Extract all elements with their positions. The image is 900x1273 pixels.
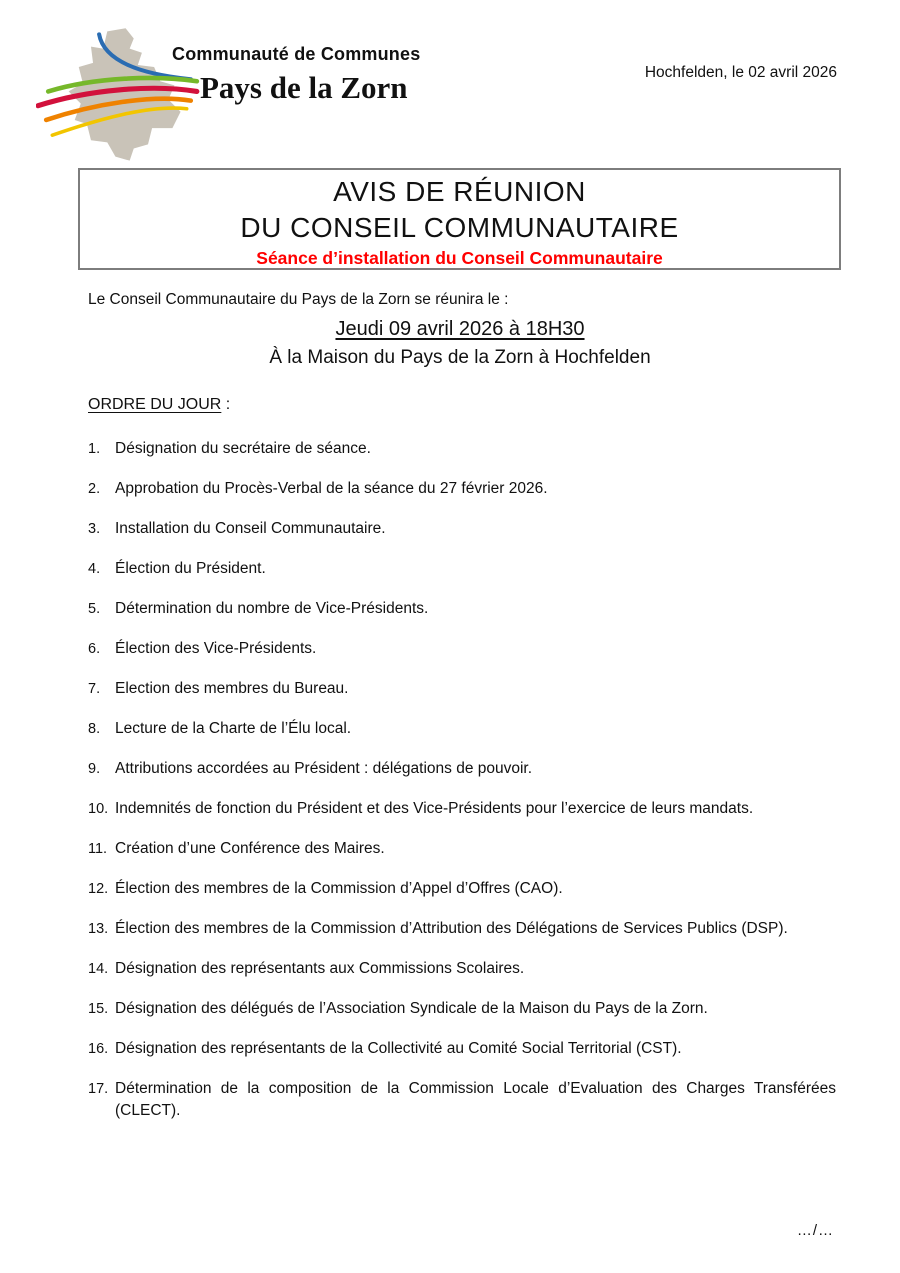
agenda-list — [88, 438, 836, 1140]
agenda-item-number: 12. — [88, 881, 109, 897]
meeting-location: À la Maison du Pays de la Zorn à Hochfelden — [269, 347, 651, 368]
agenda-item-number: 13. — [88, 921, 109, 937]
agenda-item-text: Election des membres du Bureau. — [115, 680, 349, 697]
agenda-item-text: Désignation des délégués de l’Association Syndicale de la Maison du Pays de la Zorn. — [115, 1000, 708, 1017]
agenda-item — [88, 958, 836, 980]
agenda-heading-suffix: : — [221, 396, 231, 413]
agenda-item-text: Attributions accordées au Président : délégations de pouvoir. — [115, 760, 533, 777]
agenda-item-number: 11. — [88, 841, 108, 857]
agenda-item — [88, 558, 836, 580]
notice-title-line2: DU CONSEIL COMMUNAUTAIRE — [240, 212, 679, 243]
agenda-item — [88, 998, 836, 1020]
agenda-item-text: Indemnités de fonction du Président et des Vice-Présidents pour l’exercice de leurs mandats. — [115, 800, 754, 817]
meeting-datetime: Jeudi 09 avril 2026 à 18H30 — [335, 318, 585, 340]
agenda-item-text: Élection des Vice-Présidents. — [115, 640, 317, 657]
agenda-item — [88, 518, 836, 540]
agenda-item-text: Création d’une Conférence des Maires. — [115, 840, 385, 857]
agenda-item-number: 3. — [88, 521, 101, 537]
agenda-item-number: 1. — [88, 441, 101, 457]
agenda-item-text: Approbation du Procès-Verbal de la séance du 27 février 2026. — [115, 480, 548, 497]
meeting-block — [76, 318, 844, 369]
agenda-item — [88, 678, 836, 700]
agenda-item-text: Élection des membres de la Commission d’Attribution des Délégations de Services Publics (DSP). — [115, 920, 788, 937]
agenda-item-number: 9. — [88, 761, 101, 777]
notice-box — [78, 168, 841, 270]
agenda-item — [88, 438, 836, 460]
agenda-item-text: Élection du Président. — [115, 560, 266, 577]
agenda-heading-text: ORDRE DU JOUR — [88, 396, 222, 413]
agenda-item — [88, 1078, 836, 1122]
intro-sentence: Le Conseil Communautaire du Pays de la Zorn se réunira le : — [88, 291, 509, 308]
org-name-line2: Pays de la Zorn — [200, 70, 408, 105]
agenda-item-number: 10. — [88, 801, 109, 817]
agenda-item — [88, 918, 836, 940]
agenda-item-text: Désignation des représentants aux Commissions Scolaires. — [115, 960, 525, 977]
agenda-item — [88, 1038, 836, 1060]
agenda-item-number: 16. — [88, 1041, 109, 1057]
notice-title-line1: AVIS DE RÉUNION — [333, 176, 586, 207]
agenda-item-text: Désignation du secrétaire de séance. — [115, 440, 371, 457]
notice-subtitle: Séance d’installation du Conseil Communautaire — [256, 248, 663, 268]
agenda-item — [88, 798, 836, 820]
agenda-item-number: 8. — [88, 721, 101, 737]
agenda-item — [88, 598, 836, 620]
agenda-item-number: 7. — [88, 681, 101, 697]
agenda-item-number: 17. — [88, 1081, 109, 1097]
agenda-item-text: Désignation des représentants de la Collectivité au Comité Social Territorial (CST). — [115, 1040, 682, 1057]
page-continuation-mark: …/… — [796, 1222, 834, 1239]
agenda-item — [88, 638, 836, 660]
agenda-item-number: 2. — [88, 481, 101, 497]
org-name-line1: Communauté de Communes — [172, 44, 421, 64]
agenda-item-number: 4. — [88, 561, 101, 577]
agenda-item — [88, 758, 836, 780]
agenda-item — [88, 718, 836, 740]
agenda-item — [88, 878, 836, 900]
agenda-item-number: 15. — [88, 1001, 109, 1017]
agenda-item-text: Détermination du nombre de Vice-Présidents. — [115, 600, 429, 617]
agenda-item-number: 14. — [88, 961, 109, 977]
agenda-heading — [88, 396, 230, 414]
agenda-item-text: Élection des membres de la Commission d’Appel d’Offres (CAO). — [115, 880, 563, 897]
place-and-date-line: Hochfelden, le 02 avril 2026 — [644, 64, 837, 81]
agenda-item-number: 5. — [88, 601, 101, 617]
agenda-item-text: Lecture de la Charte de l’Élu local. — [115, 720, 352, 737]
agenda-item — [88, 838, 836, 860]
agenda-item-text: Installation du Conseil Communautaire. — [115, 520, 386, 537]
agenda-item — [88, 478, 836, 500]
agenda-item-number: 6. — [88, 641, 101, 657]
agenda-item-text: Détermination de la composition de la Commission Locale d’Evaluation des Charges Transférées (CLECT). — [115, 1080, 836, 1119]
